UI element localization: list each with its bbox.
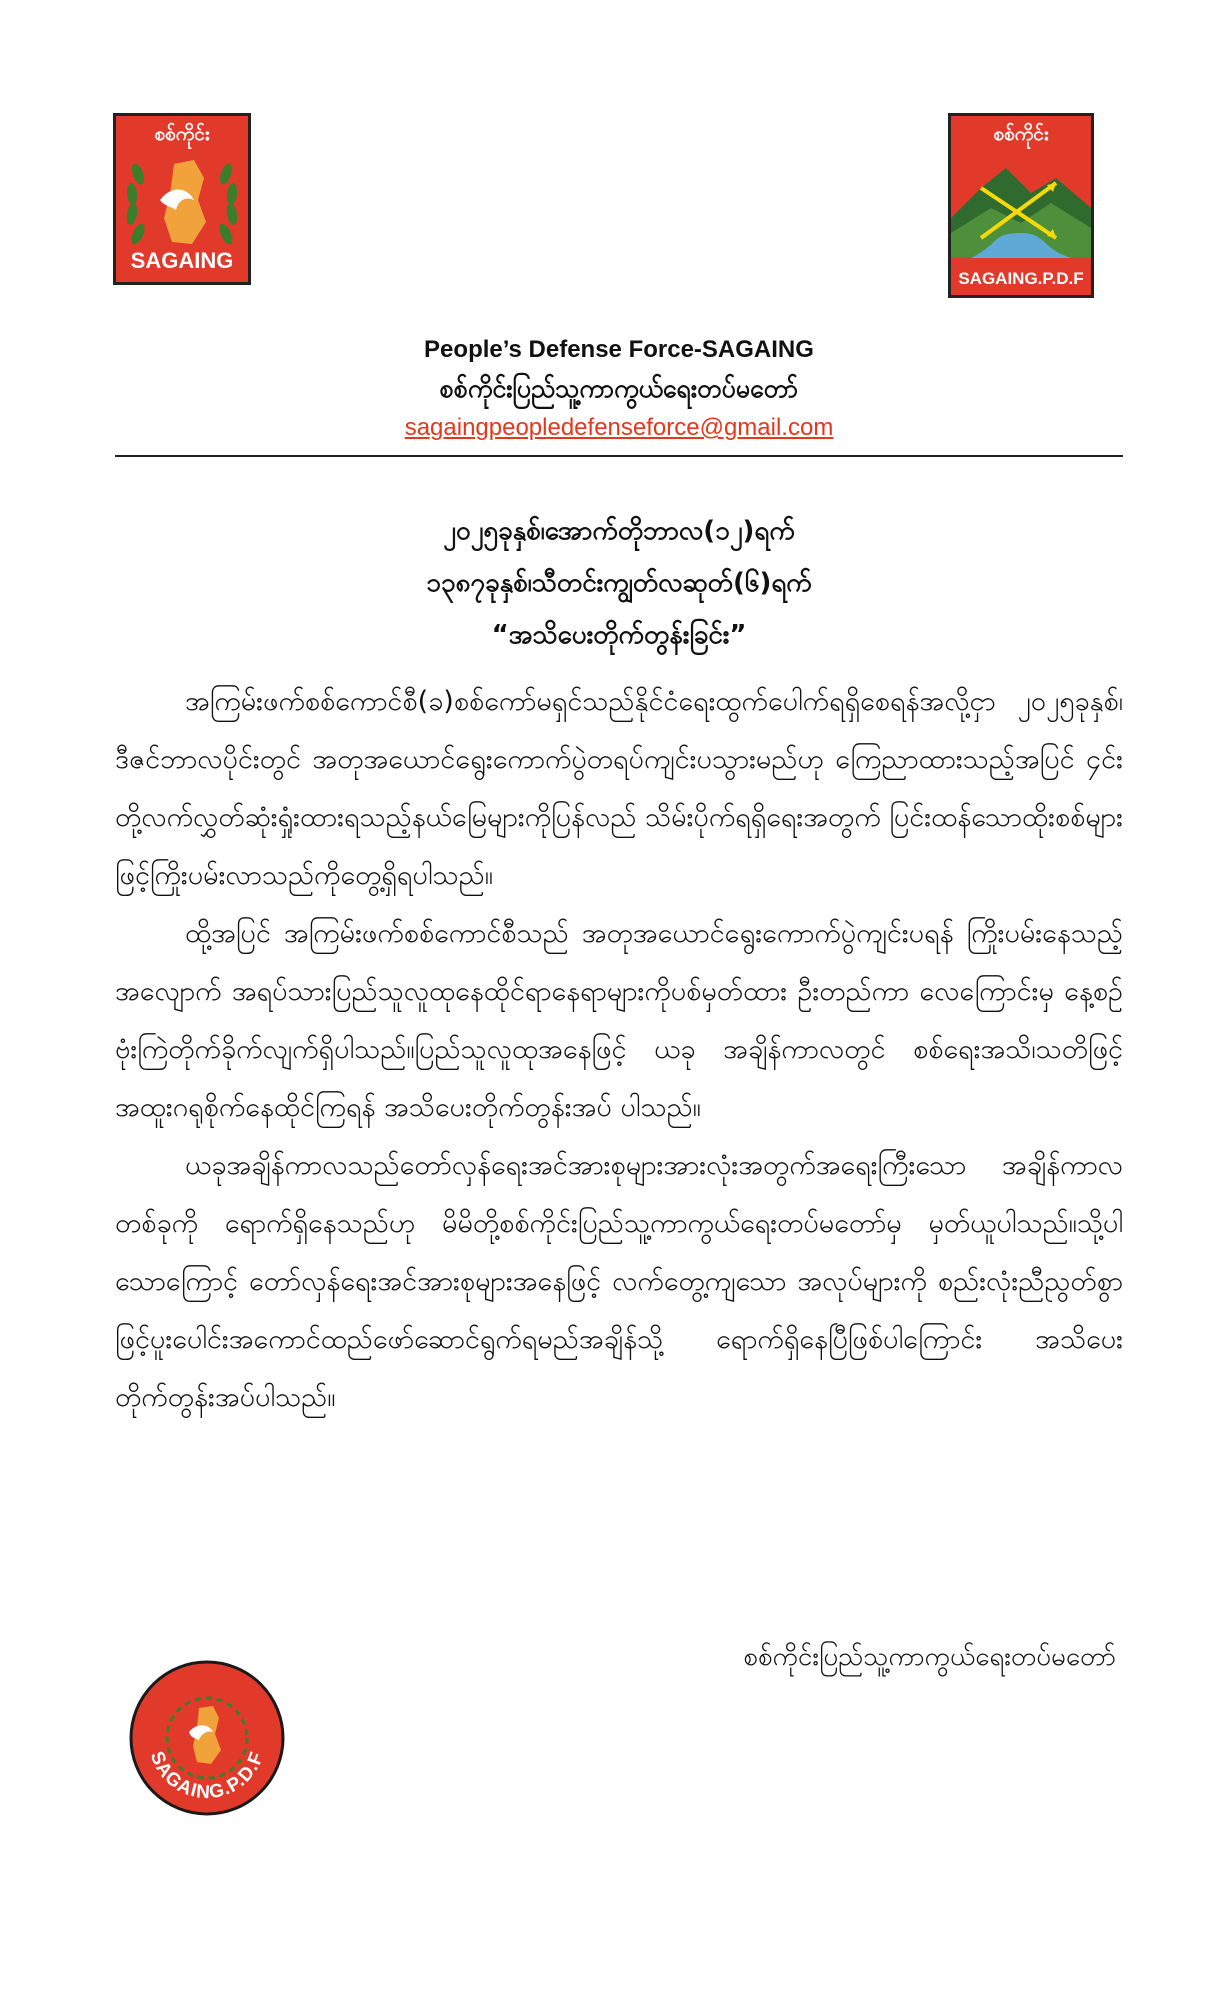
organization-name-burmese: စစ်ကိုင်းပြည်သူ့ကာကွယ်ရေးတပ်မတော်	[439, 374, 799, 403]
paragraph-2: ထို့အပြင် အကြမ်းဖက်စစ်ကောင်စီသည် အတုအယောင်ရွေးကောက်ပွဲကျင်းပရန် ကြိုးပမ်းနေသည့်အလျောက် အရပ်သားပြည်သူလူထုနေထိုင်ရာနေရာများကိုပစ်မှတ်ထား ဦးတည်ကာ လေကြောင်းမှ နေ့စဉ်ဗုံးကြဲတိုက်ခိုက်လျက်ရှိပါသည်။ပြည်သူလူထုအနေဖြင့် ယခု အချိန်ကာလတွင် စစ်ရေးအသိ၊သတိဖြင့်အထူးဂရုစိုက်နေထိုင်ကြရန် အသိပေးတိုက်တွန်းအပ် ပါသည်။	[115, 918, 1123, 1123]
laurel-dove-map-icon	[116, 144, 248, 264]
logo-right-burmese-title: စစ်ကိုင်း	[993, 123, 1049, 145]
sagaing-logo-left	[113, 113, 251, 285]
burmese-date: ၁၃၈၇ခုနှစ်၊သီတင်းကျွတ်လဆုတ်(၆)ရက်	[426, 568, 812, 598]
statement-body	[115, 673, 1123, 1427]
sagaing-pdf-stamp-icon	[127, 1658, 287, 1818]
logo-left-caption: SAGAING	[130, 248, 234, 273]
paragraph-3: ယခုအချိန်ကာလသည်တော်လှန်ရေးအင်အားစုများအားလုံးအတွက်အရေးကြီးသော အချိန်ကာလတစ်ခုကို ရောက်ရှိနေသည်ဟု မိမိတို့စစ်ကိုင်းပြည်သူ့ကာကွယ်ရေးတပ်မတော်မှ မှတ်ယူပါသည်။သို့ပါသောကြောင့် တော်လှန်ရေးအင်အားစုများအနေဖြင့် လက်တွေ့ကျသော အလုပ်များကို စည်းလုံးညီညွတ်စွာဖြင့်ပူးပေါင်းအကောင်ထည်ဖော်ဆောင်ရွက်ရမည်အချိန်သို့ ရောက်ရှိနေပြီဖြစ်ပါကြောင်း အသိပေးတိုက်တွန်းအပ်ပါသည်။	[115, 1150, 1123, 1413]
logo-right-caption: SAGAING.P.D.F	[958, 269, 1084, 288]
statement-title: “အသိပေးတိုက်တွန်းခြင်း”	[491, 620, 747, 650]
sagaing-pdf-logo-right	[948, 113, 1094, 298]
letterhead	[115, 333, 1123, 445]
stamp-caption: SAGAING.P.D.F	[145, 1748, 269, 1804]
logo-left-burmese-title: စစ်ကိုင်း	[154, 123, 210, 145]
paragraph-1: အကြမ်းဖက်စစ်ကောင်စီ(ခ)စစ်ကော်မရှင်သည်နိုင်ငံရေးထွက်ပေါက်ရရှိစေရန်အလို့ငှာ ၂၀၂၅ခုနှစ်၊ဒီဇင်ဘာလပိုင်းတွင် အတုအယောင်ရွေးကောက်ပွဲတရပ်ကျင်းပသွားမည်ဟု ကြေညာထားသည့်အပြင် ၄င်းတို့လက်လွှတ်ဆုံးရှုံးထားရသည့်နယ်မြေများကိုပြန်လည် သိမ်းပိုက်ရရှိရေးအတွက် ပြင်းထန်သောထိုးစစ်များဖြင့်ကြိုးပမ်းလာသည်ကိုတွေ့ရှိရပါသည်။	[115, 686, 1123, 891]
signature-organization: စစ်ကိုင်းပြည်သူ့ကာကွယ်ရေးတပ်မတော်	[743, 1642, 1116, 1672]
header-divider	[115, 455, 1123, 457]
mountain-arrows-icon	[951, 148, 1091, 266]
email-link[interactable]: sagaingpeopledefenseforce@gmail.com	[404, 414, 834, 441]
gregorian-date: ၂၀၂၅ခုနှစ်၊အောက်တိုဘာလ(၁၂)ရက်	[443, 516, 795, 546]
date-title-block	[115, 505, 1123, 661]
organization-name-english: People’s Defense Force-SAGAING	[424, 336, 814, 363]
